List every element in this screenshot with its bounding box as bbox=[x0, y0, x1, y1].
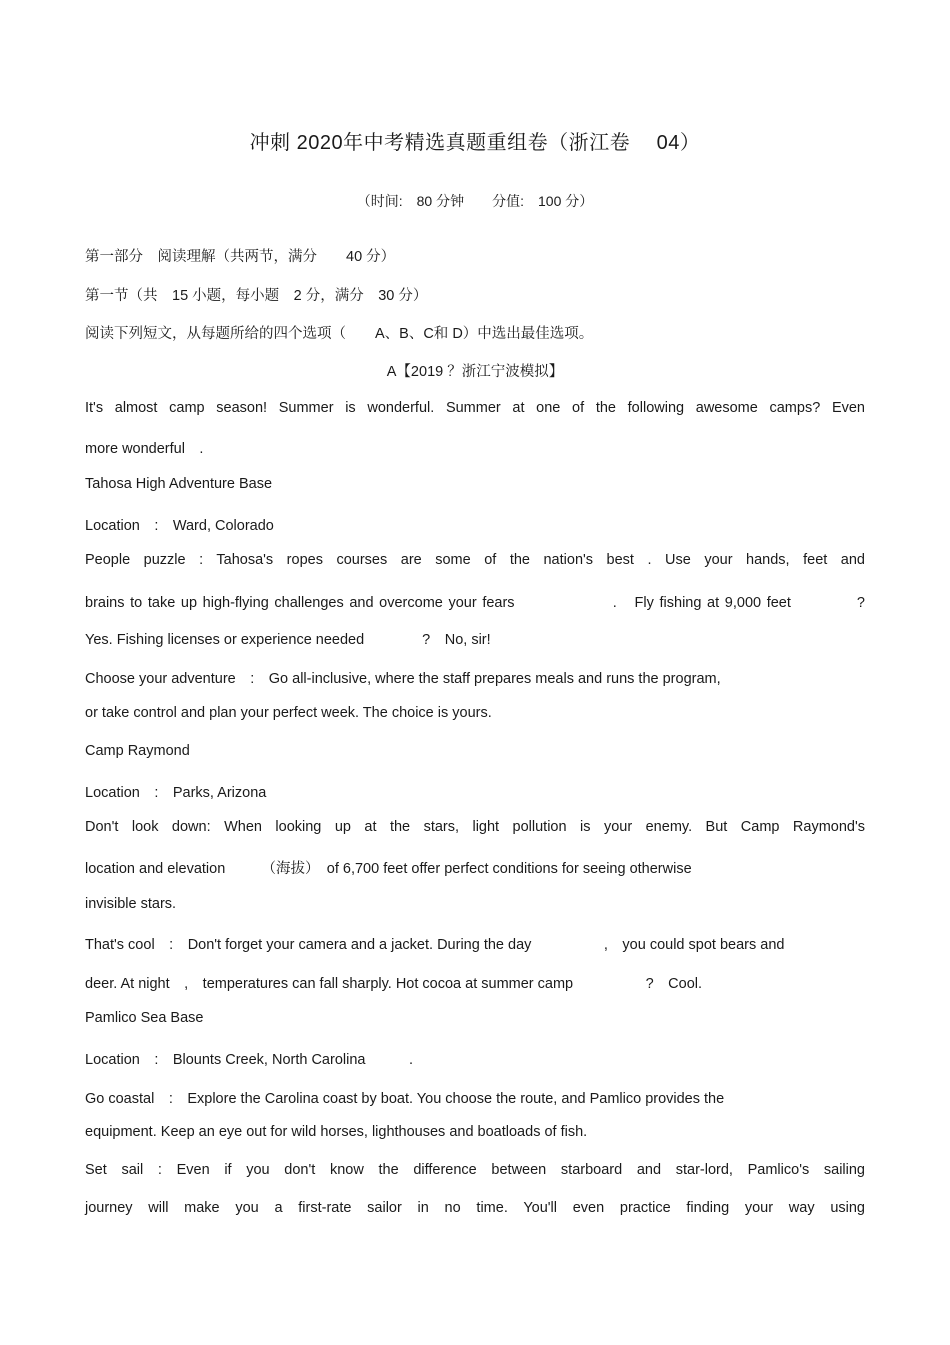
paragraph-line: invisible stars. bbox=[85, 896, 177, 912]
paragraph-line: Choose your adventure : Go all-inclusive, where the staff prepares meals and runs the program, bbox=[85, 671, 721, 687]
paragraph-line: location and elevation （海拔） of 6,700 feet offer perfect conditions for seeing otherwise bbox=[85, 861, 692, 877]
exam-info: （时间: 80 分钟 分值: 100 分） bbox=[356, 193, 594, 209]
paragraph-line: or take control and plan your perfect week. The choice is yours. bbox=[85, 705, 492, 721]
paragraph-line: People puzzle : Tahosa's ropes courses are some of the nation's best . Use your hands, feet and bbox=[85, 552, 865, 568]
paragraph-line: It's almost camp season! Summer is wonderful. Summer at one of the following awesome camps? Even bbox=[85, 400, 865, 416]
section-heading: 第一部分 阅读理解（共两节，满分 40 分） bbox=[85, 249, 396, 265]
location-line: Location : Parks, Arizona bbox=[85, 785, 267, 801]
paragraph-line: That's cool : Don't forget your camera and a jacket. During the day , you could spot bears and bbox=[85, 937, 785, 953]
paragraph-line: equipment. Keep an eye out for wild horses, lighthouses and boatloads of fish. bbox=[85, 1124, 588, 1140]
document-title: 冲刺 2020年中考精选真题重组卷（浙江卷 04） bbox=[249, 132, 701, 154]
paragraph-line: Yes. Fishing licenses or experience needed ? No, sir! bbox=[85, 632, 491, 648]
paragraph-line: Go coastal : Explore the Carolina coast by boat. You choose the route, and Pamlico provides the bbox=[85, 1091, 725, 1107]
paragraph-line: Don't look down: When looking up at the stars, light pollution is your enemy. But Camp Raymond's bbox=[85, 819, 865, 835]
instructions: 阅读下列短文，从每题所给的四个选项（ A、B、C和 D）中选出最佳选项。 bbox=[85, 326, 594, 342]
location-line: Location : Blounts Creek, North Carolina . bbox=[85, 1052, 413, 1068]
camp-heading: Camp Raymond bbox=[85, 743, 190, 759]
paragraph-line: journey will make you a first-rate sailor in no time. You'll even practice finding your way using bbox=[85, 1200, 865, 1216]
camp-heading: Pamlico Sea Base bbox=[85, 1010, 204, 1026]
passage-label: A【2019 ？浙江宁波模拟】 bbox=[386, 364, 564, 380]
paragraph-line: more wonderful . bbox=[85, 441, 204, 457]
paragraph-line: Set sail : Even if you don't know the difference between starboard and star-lord, Pamlico's sailing bbox=[85, 1162, 865, 1178]
camp-heading: Tahosa High Adventure Base bbox=[85, 476, 273, 492]
paragraph-line: brains to take up high-flying challenges and overcome your fears . Fly fishing at 9,000 feet ? bbox=[85, 595, 865, 611]
location-line: Location : Ward, Colorado bbox=[85, 518, 274, 534]
subsection-heading: 第一节（共 15 小题，每小题 2 分，满分 30 分） bbox=[85, 288, 428, 304]
paragraph-line: deer. At night , temperatures can fall sharply. Hot cocoa at summer camp ? Cool. bbox=[85, 976, 703, 992]
